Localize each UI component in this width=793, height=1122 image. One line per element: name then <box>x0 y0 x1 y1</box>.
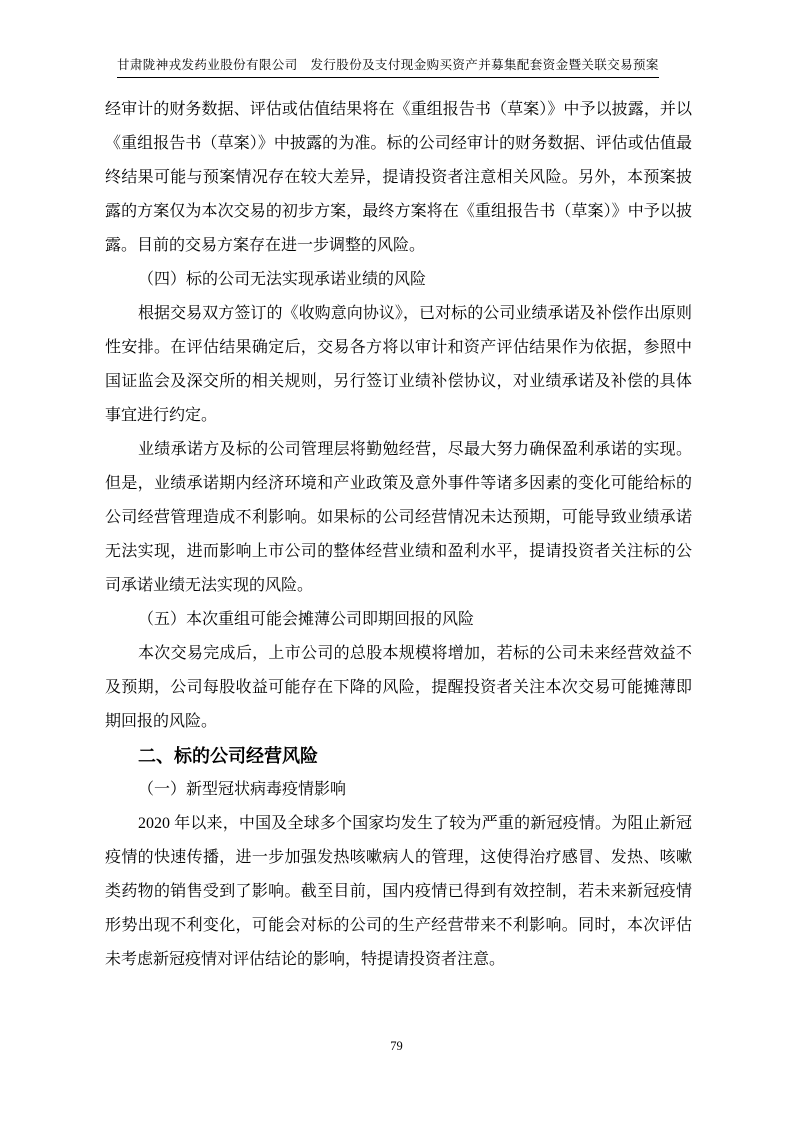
page-header-title: 甘肃陇神戎发药业股份有限公司 发行股份及支付现金购买资产并募集配套资金暨关联交易预案 <box>117 57 659 78</box>
paragraph-risk-4-2: 业绩承诺方及标的公司管理层将勤勉经营，尽最大努力确保盈利承诺的实现。但是，业绩承诺期内经济环境和产业政策及意外事件等诸多因素的变化可能给标的公司经营管理造成不利影响。如果标的公司经营情况未达预期，可能导致业绩承诺无法实现，进而影响上市公司的整体经营业绩和盈利水平，提请投资者关注标的公司承诺业绩无法实现的风险。 <box>105 441 692 594</box>
paragraph-covid-impact: 2020 年以来，中国及全球多个国家均发生了较为严重的新冠疫情。为阻止新冠疫情的快速传播，进一步加强发热咳嗽病人的管理，这使得治疗感冒、发热、咳嗽类药物的销售受到了影响。截至目前，国内疫情已得到有效控制，若未来新冠疫情形势出现不利变化，可能会对标的公司的生产经营带来不利影响。同时，本次评估未考虑新冠疫情对评估结论的影响，特提请投资者注意。 <box>105 815 692 968</box>
page-header <box>105 57 692 78</box>
paragraph-risk-4-1: 根据交易双方签订的《收购意向协议》，已对标的公司业绩承诺及补偿作出原则性安排。在评估结果确定后，交易各方将以审计和资产评估结果作为依据，参照中国证监会及深交所的相关规则，另行签订业绩补偿协议，对业绩承诺及补偿的具体事宜进行约定。 <box>105 305 692 424</box>
document-body <box>105 93 692 977</box>
heading-risk-4: （四）标的公司无法实现承诺业绩的风险 <box>138 271 427 288</box>
page-number: 79 <box>390 1039 403 1053</box>
paragraph-risk-5-1: 本次交易完成后，上市公司的总股本规模将增加，若标的公司未来经营效益不及预期，公司每股收益可能存在下降的风险，提醒投资者关注本次交易可能摊薄即期回报的风险。 <box>105 645 692 730</box>
heading-section-2-1: （一）新型冠状病毒疫情影响 <box>138 781 347 798</box>
heading-risk-5: （五）本次重组可能会摊薄公司即期回报的风险 <box>138 611 475 628</box>
paragraph-audit-disclosure: 经审计的财务数据、评估或估值结果将在《重组报告书（草案）》中予以披露，并以《重组报告书（草案）》中披露的为准。标的公司经审计的财务数据、评估或估值最终结果可能与预案情况存在较大差异，提请投资者注意相关风险。另外，本预案披露的方案仅为本次交易的初步方案，最终方案将在《重组报告书（草案）》中予以披露。目前的交易方案存在进一步调整的风险。 <box>105 101 692 254</box>
heading-section-2: 二、标的公司经营风险 <box>138 746 318 766</box>
